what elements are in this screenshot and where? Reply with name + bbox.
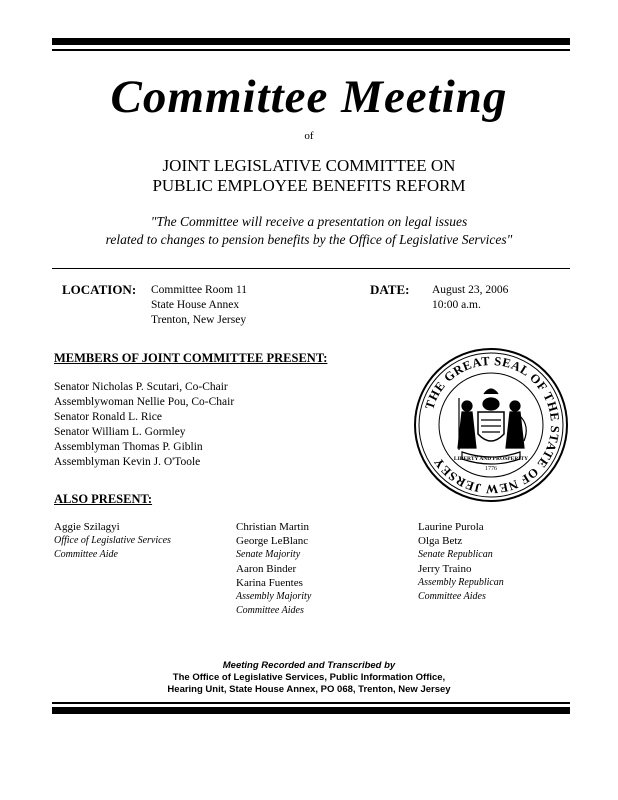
meeting-time: 10:00 a.m. xyxy=(432,299,481,311)
transcription-credit xyxy=(0,660,618,696)
location-line: Trenton, New Jersey xyxy=(151,314,247,326)
member-item: Assemblyman Thomas P. Giblin xyxy=(54,441,203,453)
top-rule-thin xyxy=(52,49,570,51)
also-present-heading: ALSO PRESENT: xyxy=(54,492,153,506)
new-jersey-seal xyxy=(412,346,570,504)
staff-name: Christian Martin xyxy=(236,521,310,533)
seal-text: THE GREAT SEAL OF THE STATE OF NEW JERSEY xyxy=(422,353,563,497)
staff-name: Karina Fuentes xyxy=(236,577,303,589)
member-item: Assemblyman Kevin J. O'Toole xyxy=(54,456,201,468)
staff-role: Committee Aide xyxy=(54,549,118,560)
committee-line-2: PUBLIC EMPLOYEE BENEFITS REFORM xyxy=(152,176,466,195)
staff-role: Committee Aides xyxy=(236,605,304,616)
also-present-col-2 xyxy=(236,520,311,618)
footer-line-1: Meeting Recorded and Transcribed by xyxy=(222,660,396,671)
staff-name: Laurine Purola xyxy=(418,521,484,533)
staff-name: Jerry Traino xyxy=(418,563,472,575)
member-item: Assemblywoman Nellie Pou, Co-Chair xyxy=(54,396,235,408)
bottom-rule-thick xyxy=(52,707,570,714)
also-present-col-3 xyxy=(418,520,504,604)
location-value xyxy=(151,283,247,328)
bottom-rule-thin xyxy=(52,702,570,704)
staff-name: Olga Betz xyxy=(418,535,463,547)
date-value xyxy=(432,283,508,313)
location-line: Committee Room 11 xyxy=(151,284,248,296)
purpose-line-2: related to changes to pension benefits by the Office of Legislative Services" xyxy=(105,232,513,247)
staff-name: Aggie Szilagyi xyxy=(54,521,120,533)
committee-line-1: JOINT LEGISLATIVE COMMITTEE ON xyxy=(162,156,456,175)
title-of: of xyxy=(304,130,314,142)
footer-line-2: The Office of Legislative Services, Public Information Office, xyxy=(172,672,446,683)
purpose-line-1: "The Committee will receive a presentation on legal issues xyxy=(150,214,468,229)
staff-name: George LeBlanc xyxy=(236,535,309,547)
member-item: Senator William L. Gormley xyxy=(54,426,186,438)
also-present-col-1 xyxy=(54,520,171,562)
staff-role: Senate Majority xyxy=(236,549,301,560)
footer-line-3: Hearing Unit, State House Annex, PO 068, Trenton, New Jersey xyxy=(167,684,451,695)
member-item: Senator Nicholas P. Scutari, Co-Chair xyxy=(54,381,228,393)
members-list xyxy=(54,380,234,470)
location-label: LOCATION: xyxy=(62,282,137,297)
location-line: State House Annex xyxy=(151,299,240,311)
staff-role: Assembly Republican xyxy=(418,577,504,588)
seal-motto: LIBERTY AND PROSPERITY xyxy=(453,456,529,462)
meeting-purpose xyxy=(0,213,618,249)
staff-role: Assembly Majority xyxy=(236,591,312,602)
top-rule-thick xyxy=(52,38,570,45)
staff-role: Committee Aides xyxy=(418,591,486,602)
staff-name: Aaron Binder xyxy=(236,563,297,575)
seal-icon xyxy=(412,346,570,504)
document-title: Committee Meeting xyxy=(110,71,508,123)
staff-role: Office of Legislative Services xyxy=(54,535,171,546)
meeting-date: August 23, 2006 xyxy=(432,284,509,296)
date-label: DATE: xyxy=(370,282,410,297)
member-item: Senator Ronald L. Rice xyxy=(54,411,162,423)
staff-role: Senate Republican xyxy=(418,549,493,560)
committee-name xyxy=(0,156,618,196)
section-divider xyxy=(52,268,570,269)
seal-year: 1776 xyxy=(485,466,497,472)
members-heading: MEMBERS OF JOINT COMMITTEE PRESENT: xyxy=(54,351,328,365)
